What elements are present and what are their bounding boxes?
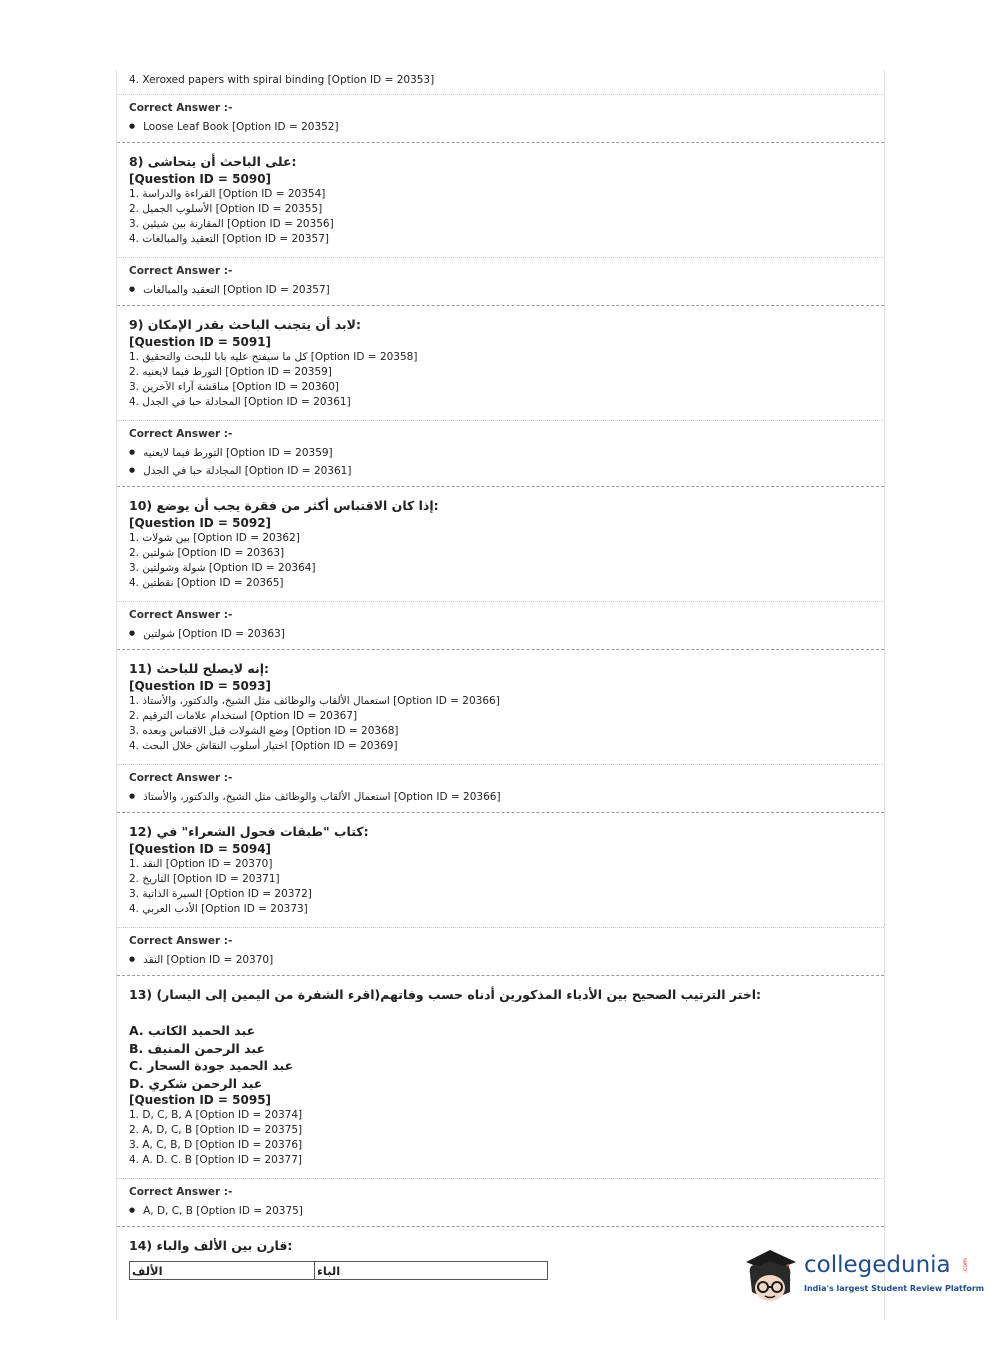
question-block	[117, 660, 884, 764]
option-line: 2. استخدام علامات الترقيم [Option ID = 20367]	[129, 710, 358, 722]
option-line: 1. D, C, B, A [Option ID = 20374]	[129, 1109, 303, 1121]
divider	[117, 257, 884, 258]
option-line: 4. A. D. C. B [Option ID = 20377]	[129, 1154, 302, 1166]
correct-answer-label: Correct Answer :-	[129, 1186, 233, 1198]
option-line: 3. A, C, B, D [Option ID = 20376]	[129, 1139, 303, 1151]
brand-tagline: India's largest Student Review Platform	[804, 1284, 985, 1293]
question-title: 14) قارن بين الألف والباء:	[129, 1238, 293, 1253]
question-block	[117, 153, 884, 257]
brand-name: collegedunia	[804, 1252, 951, 1278]
question-id: [Question ID = 5091]	[129, 335, 272, 349]
document-page	[116, 70, 885, 1320]
question-divider	[117, 142, 884, 143]
option-line: 4. التعقيد والمبالغات [Option ID = 20357]	[129, 233, 329, 245]
question-divider	[117, 812, 884, 813]
question-id: [Question ID = 5095]	[129, 1093, 272, 1107]
option-line: 4. الأدب العربي [Option ID = 20373]	[129, 903, 308, 915]
sequence-item: C. عبد الحميد جودة السحار	[129, 1058, 294, 1073]
mascot-icon	[740, 1244, 802, 1310]
question-title: 10) إذا كان الاقتباس أكثر من فقرة يجب أن يوضع:	[129, 498, 439, 513]
correct-answer-label: Correct Answer :-	[129, 265, 233, 277]
brand-suffix: .com	[961, 1258, 969, 1273]
answer-item: ● استعمال الألقاب والوظائف مثل الشيخ، والدكتور، والأستاذ [Option ID = 20366]	[129, 788, 872, 806]
question-id: [Question ID = 5094]	[129, 842, 272, 856]
option-line: 3. المقارنة بين شيئين [Option ID = 20356]	[129, 218, 334, 230]
collegedunia-logo	[740, 1244, 985, 1314]
correct-answer-label: Correct Answer :-	[129, 102, 233, 114]
option-line: 4. نقطتين [Option ID = 20365]	[129, 577, 284, 589]
divider	[117, 764, 884, 765]
option-line: 4. Xeroxed papers with spiral binding [Option ID = 20353]	[129, 74, 435, 86]
option-line: 1. استعمال الألقاب والوظائف مثل الشيخ، والدكتور، والأستاذ [Option ID = 20366]	[129, 695, 500, 707]
sequence-item: A. عبد الحميد الكاتب	[129, 1023, 256, 1038]
divider	[117, 1178, 884, 1179]
answer-block	[117, 771, 884, 812]
answer-block	[117, 934, 884, 975]
option-line: 1. كل ما سيفتح عليه بابا للبحث والتحقيق [Option ID = 20358]	[129, 351, 418, 363]
question-id: [Question ID = 5093]	[129, 679, 272, 693]
question-title: 8) على الباحث أن يتحاشى:	[129, 154, 297, 169]
option-line: 3. شولة وشولتين [Option ID = 20364]	[129, 562, 316, 574]
correct-answer-label: Correct Answer :-	[129, 935, 233, 947]
question-title: 9) لابد أن يتجنب الباحث بقدر الإمكان:	[129, 317, 361, 332]
answer-item: ● التعقيد والمبالغات [Option ID = 20357]	[129, 281, 872, 299]
answer-block	[117, 427, 884, 486]
answer-item: ● Loose Leaf Book [Option ID = 20352]	[129, 118, 872, 136]
option-line: 3. السيرة الذاتية [Option ID = 20372]	[129, 888, 312, 900]
answer-item: ● المجادلة حبا في الجدل [Option ID = 20361]	[129, 462, 872, 480]
question-divider	[117, 305, 884, 306]
question-divider	[117, 1226, 884, 1227]
question-block	[117, 316, 884, 420]
option-line: 3. مناقشة آراء الآخرين [Option ID = 20360]	[129, 381, 339, 393]
question-id: [Question ID = 5090]	[129, 172, 272, 186]
question-divider	[117, 975, 884, 976]
answer-block	[117, 1185, 884, 1226]
question-divider	[117, 486, 884, 487]
question-divider	[117, 649, 884, 650]
divider	[117, 601, 884, 602]
divider	[117, 927, 884, 928]
option-line: 1. القراءة والدراسة [Option ID = 20354]	[129, 188, 326, 200]
question-title: 11) إنه لايصلح للباحث:	[129, 661, 269, 676]
option-line: 2. التاريخ [Option ID = 20371]	[129, 873, 280, 885]
question-title: 12) كتاب "طبقات فحول الشعراء" في:	[129, 824, 369, 839]
question-title: 13) اختر الترتيب الصحيح بين الأدباء المذكورين أدناه حسب وفاتهم(اقرء الشفرة من اليمين إلى اليسار):	[129, 987, 762, 1002]
option-line: 2. A, D, C, B [Option ID = 20375]	[129, 1124, 303, 1136]
correct-answer-label: Correct Answer :-	[129, 772, 233, 784]
sequence-item: B. عبد الرحمن المنيف	[129, 1040, 266, 1056]
table-header-baa: الباء	[315, 1262, 548, 1280]
comparison-table	[129, 1261, 548, 1280]
table-header-alif: الألف	[130, 1262, 315, 1280]
answer-block	[117, 101, 884, 142]
answer-item: ● A, D, C, B [Option ID = 20375]	[129, 1202, 872, 1220]
option-line: 2. الأسلوب الجميل [Option ID = 20355]	[129, 203, 323, 215]
question-block	[117, 823, 884, 927]
divider	[117, 94, 884, 95]
option-line: 1. النقد [Option ID = 20370]	[129, 858, 273, 870]
option-line: 3. وضع الشولات قبل الاقتباس وبعده [Option ID = 20368]	[129, 725, 399, 737]
option-line: 2. شولتين [Option ID = 20363]	[129, 547, 285, 559]
option-line: 1. بين شولات [Option ID = 20362]	[129, 532, 300, 544]
sequence-item: D. عبد الرحمن شكري	[129, 1075, 263, 1091]
correct-answer-label: Correct Answer :-	[129, 428, 233, 440]
option-line: 2. التورط فيما لايعنيه [Option ID = 20359]	[129, 366, 332, 378]
question-block	[117, 497, 884, 601]
answer-item: ● التورط فيما لايعنيه [Option ID = 20359]	[129, 444, 872, 462]
correct-answer-label: Correct Answer :-	[129, 609, 233, 621]
divider	[117, 420, 884, 421]
answer-item: ● شولتين [Option ID = 20363]	[129, 625, 872, 643]
answer-block	[117, 264, 884, 305]
question-block	[117, 986, 884, 1178]
option-line: 4. اختيار أسلوب النقاش خلال البحث [Option ID = 20369]	[129, 740, 398, 752]
question-id: [Question ID = 5092]	[129, 516, 272, 530]
q7-fragment	[117, 70, 884, 94]
answer-block	[117, 608, 884, 649]
option-line: 4. المجادلة حبا في الجدل [Option ID = 20361]	[129, 396, 351, 408]
answer-item: ● النقد [Option ID = 20370]	[129, 951, 872, 969]
